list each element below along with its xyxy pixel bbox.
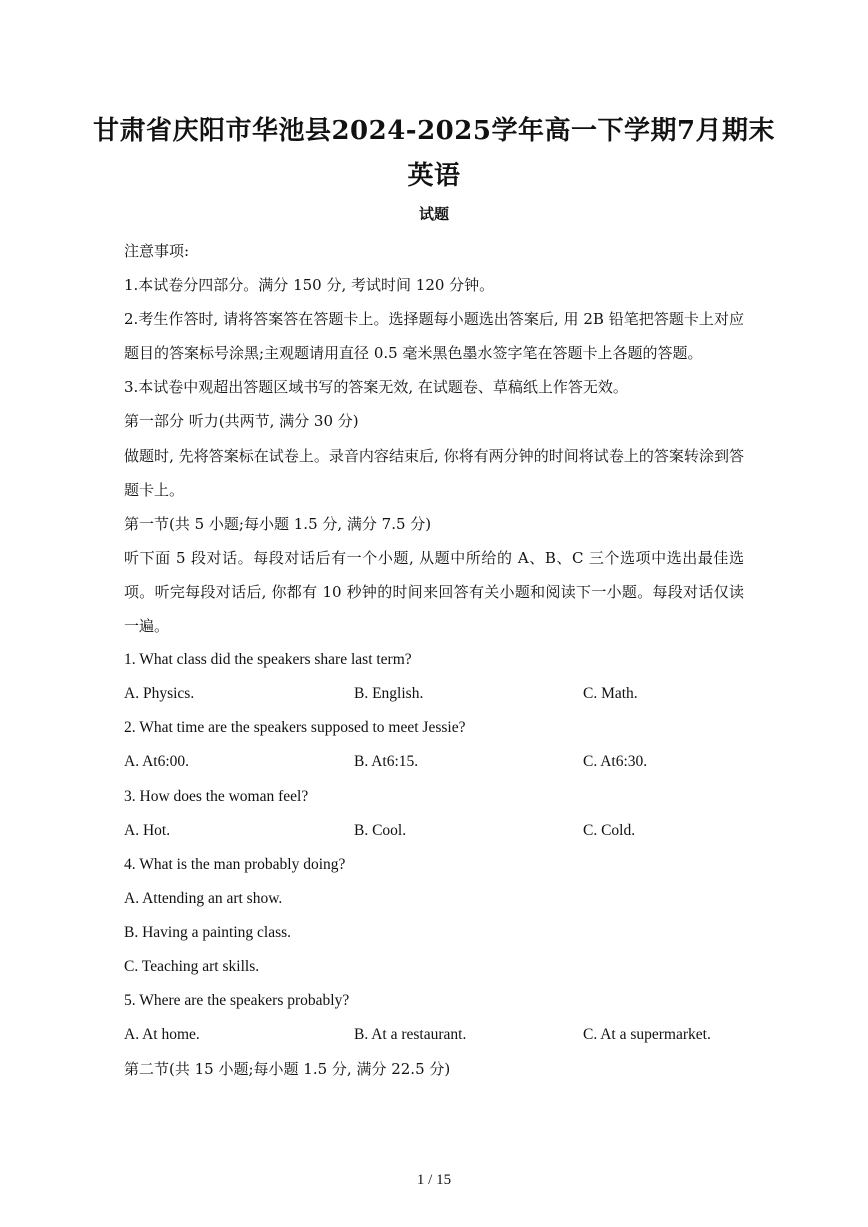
question-5-options xyxy=(124,1018,744,1052)
part1-heading: 第一部分 听力(共两节, 满分 30 分) xyxy=(124,412,359,431)
question-1-options xyxy=(124,677,744,711)
option-b: B. Having a painting class. xyxy=(124,923,292,941)
part1-instruction: 做题时, 先将答案标在试卷上。录音内容结束后, 你将有两分钟的时间将试卷上的答案转涂到答题卡上。 xyxy=(124,446,744,499)
question-4: 4. What is the man probably doing? xyxy=(124,855,346,873)
option-a: A. Physics. xyxy=(124,685,195,703)
option-c: C. Math. xyxy=(583,685,638,703)
question-3-options xyxy=(124,814,744,848)
notice-item-3: 3.本试卷中观超出答题区域书写的答案无效, 在试题卷、草稿纸上作答无效。 xyxy=(124,378,628,397)
option-c: C. At a supermarket. xyxy=(583,1026,711,1044)
section2-heading: 第二节(共 15 小题;每小题 1.5 分, 满分 22.5 分) xyxy=(124,1060,451,1079)
page-number: 1 / 15 xyxy=(416,1172,452,1188)
option-b: B. At6:15. xyxy=(354,753,419,771)
option-c: C. Teaching art skills. xyxy=(124,957,260,975)
option-a: A. At6:00. xyxy=(124,753,190,771)
document-title: 甘肃省庆阳市华池县2024-2025学年高一下学期7月期末 xyxy=(92,116,776,146)
document-subtitle: 试题 xyxy=(418,205,449,223)
option-b: B. At a restaurant. xyxy=(354,1026,467,1044)
section1-instruction: 听下面 5 段对话。每段对话后有一个小题, 从题中所给的 A、B、C 三个选项中选出最佳选项。听完每段对话后, 你都有 10 秒钟的时间来回答有关小题和阅读下一小题。每段对话仅读一遍。 xyxy=(124,548,744,636)
option-a: A. Hot. xyxy=(124,821,171,839)
notice-heading: 注意事项: xyxy=(124,242,190,260)
option-b: B. English. xyxy=(354,685,424,703)
question-1: 1. What class did the speakers share last term? xyxy=(124,651,412,669)
page-content xyxy=(124,234,744,1086)
option-b: B. Cool. xyxy=(354,821,407,839)
section1-heading: 第一节(共 5 小题;每小题 1.5 分, 满分 7.5 分) xyxy=(124,514,432,533)
notice-item-1: 1.本试卷分四部分。满分 150 分, 考试时间 120 分钟。 xyxy=(124,276,495,295)
option-a: A. Attending an art show. xyxy=(124,889,283,907)
option-c: C. At6:30. xyxy=(583,753,648,771)
question-3: 3. How does the woman feel? xyxy=(124,787,309,805)
option-c: C. Cold. xyxy=(583,821,636,839)
document-subject: 英语 xyxy=(407,161,461,191)
question-5: 5. Where are the speakers probably? xyxy=(124,992,350,1010)
question-2: 2. What time are the speakers supposed to meet Jessie? xyxy=(124,719,466,737)
option-a: A. At home. xyxy=(124,1026,200,1044)
notice-item-2: 2.考生作答时, 请将答案答在答题卡上。选择题每小题选出答案后, 用 2B 铅笔把答题卡上对应题目的答案标号涂黑;主观题请用直径 0.5 毫米黑色墨水签字笔在答题卡上各题的答题。 xyxy=(124,310,744,363)
question-2-options xyxy=(124,745,744,779)
